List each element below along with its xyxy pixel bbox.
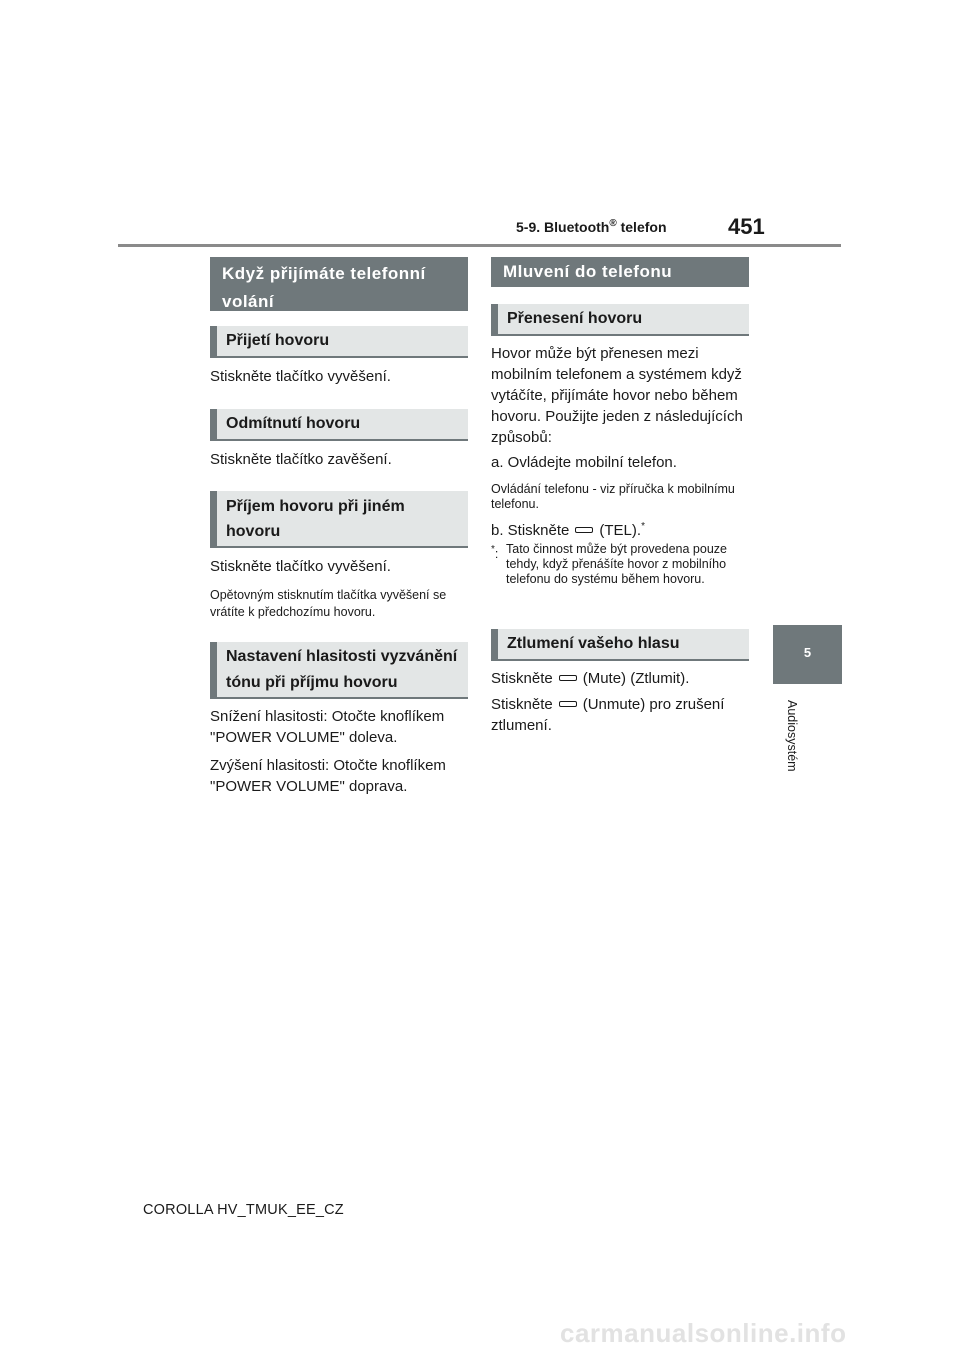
left-main-heading: Když přijímáte telefonní volání [210, 257, 468, 311]
chapter-number: 5 [803, 645, 812, 660]
footnote: *: Tato činnost může být provedena pouze tehdy, když přenášíte hovor z mobilního telefonu do systému během hovoru. [491, 542, 727, 586]
call-transfer-text: Hovor může být přenesen mezi mobilním telefonem a systémem když vytáčíte, přijímáte hovor nebo během hovoru. Použijte jeden z následujících způsobů: [491, 345, 743, 446]
watermark: carmanualsonline.info [560, 1318, 847, 1348]
section-title: 5-9. Bluetooth® telefon [516, 218, 667, 235]
option-a-note: Ovládání telefonu - viz příručka k mobilnímu telefonu. [491, 482, 735, 511]
heading-accept-call: Přijetí hovoru [210, 326, 468, 358]
right-main-heading: Mluvení do telefonu [491, 257, 749, 287]
footer-model-code: COROLLA HV_TMUK_EE_CZ [143, 1202, 344, 1218]
unmute-text: Stiskněte (Unmute) pro zrušení ztlumení. [491, 696, 725, 734]
volume-increase-text: Zvýšení hlasitosti: Otočte knoflíkem "POWER VOLUME" doprava. [210, 757, 446, 795]
page-number: 451 [728, 214, 765, 239]
chapter-label: Audiosystém [785, 700, 799, 772]
volume-decrease-text: Snížení hlasitosti: Otočte knoflíkem "POWER VOLUME" doleva. [210, 708, 445, 746]
option-a-text: a. Ovládejte mobilní telefon. [491, 454, 677, 471]
heading-ringtone-volume: Nastavení hlasitosti vyzvánění tónu při příjmu hovoru [210, 642, 468, 699]
unmute-button-icon [559, 701, 577, 707]
heading-call-waiting: Příjem hovoru při jiném hovoru [210, 491, 468, 548]
reject-call-text: Stiskněte tlačítko zavěšení. [210, 451, 392, 468]
call-waiting-text: Stiskněte tlačítko vyvěšení. [210, 558, 391, 575]
header-divider [118, 244, 841, 247]
tel-button-icon [575, 527, 593, 533]
heading-reject-call: Odmítnutí hovoru [210, 409, 468, 441]
mute-button-icon [559, 675, 577, 681]
option-b-text: b. Stiskněte (TEL).* [491, 521, 645, 539]
call-waiting-note: Opětovným stisknutím tlačítka vyvěšení se vrátíte k předchozímu hovoru. [210, 588, 447, 619]
heading-call-transfer: Přenesení hovoru [491, 304, 749, 336]
heading-mute: Ztlumení vašeho hlasu [491, 629, 749, 661]
mute-text: Stiskněte (Mute) (Ztlumit). [491, 670, 690, 687]
accept-call-text: Stiskněte tlačítko vyvěšení. [210, 368, 391, 385]
